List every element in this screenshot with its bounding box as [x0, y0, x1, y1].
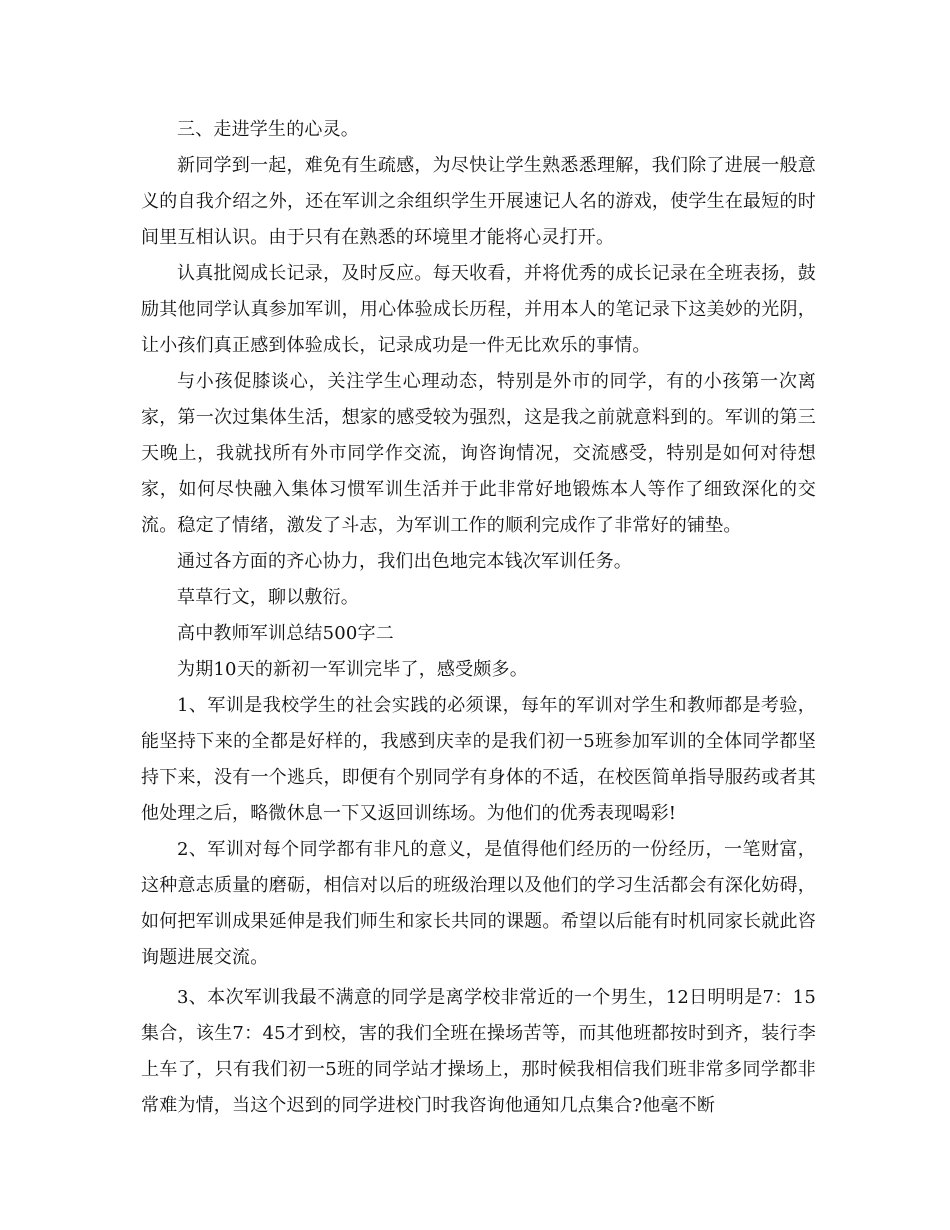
- paragraph: 为期10天的新初一军训完毕了，感受颇多。: [177, 659, 528, 680]
- paragraph: 与小孩促膝谈心，关注学生心理动态，特别是外市的同学，有的小孩第一次离家，第一次过集体生活，想家的感受较为强烈，这是我之前就意料到的。军训的第三天晚上，我就找所有外市同学作交流，询咨询情况，交流感受，特别是如何对待想家，如何尽快融入集体习惯军训生活并于此非常好地锻炼本人等作了细致深化的交流。稳定了情绪，激发了斗志，为军训工作的顺利完成作了非常好的铺垫。: [141, 371, 816, 536]
- subtitle: 高中教师军训总结500字二: [177, 623, 394, 644]
- paragraph: 通过各方面的齐心协力，我们出色地完本钱次军训任务。: [177, 551, 632, 572]
- paragraph: 1、军训是我校学生的社会实践的必须课，每年的军训对学生和教师都是考验，能坚持下来的全都是好样的，我感到庆幸的是我们初一5班参加军训的全体同学都坚持下来，没有一个逃兵，即便有个别同学有身体的不适，在校医简单指导服药或者其他处理之后，略微休息一下又返回训练场。为他们的优秀表现喝彩!: [141, 695, 816, 824]
- paragraph: 草草行文，聊以敷衍。: [177, 587, 359, 608]
- paragraph: 认真批阅成长记录，及时反应。每天收看，并将优秀的成长记录在全班表扬，鼓励其他同学认真参加军训，用心体验成长历程，并用本人的笔记录下这美妙的光阴，让小孩们真正感到体验成长，记录成功是一件无比欢乐的事情。: [141, 263, 816, 356]
- paragraph: 新同学到一起，难免有生疏感，为尽快让学生熟悉悉理解，我们除了进展一般意义的自我介绍之外，还在军训之余组织学生开展速记人名的游戏，使学生在最短的时间里互相认识。由于只有在熟悉的环境里才能将心灵打开。: [141, 155, 816, 248]
- paragraph: 3、本次军训我最不满意的同学是离学校非常近的一个男生，12日明明是7：15集合，该生7：45才到校，害的我们全班在操场苦等，而其他班都按时到齐，装行李上车了，只有我们初一5班的同学站才操场上，那时候我相信我们班非常多同学都非常难为情，当这个迟到的同学进校门时我咨询他通知几点集合?他毫不断: [141, 987, 816, 1116]
- section-heading: 三、走进学生的心灵。: [177, 119, 359, 140]
- document-body: [141, 112, 816, 1124]
- paragraph: 2、军训对每个同学都有非凡的意义，是值得他们经历的一份经历，一笔财富，这种意志质量的磨砺，相信对以后的班级治理以及他们的学习生活都会有深化妨碍，如何把军训成果延伸是我们师生和家长共同的课题。希望以后能有时机同家长就此咨询题进展交流。: [141, 839, 816, 968]
